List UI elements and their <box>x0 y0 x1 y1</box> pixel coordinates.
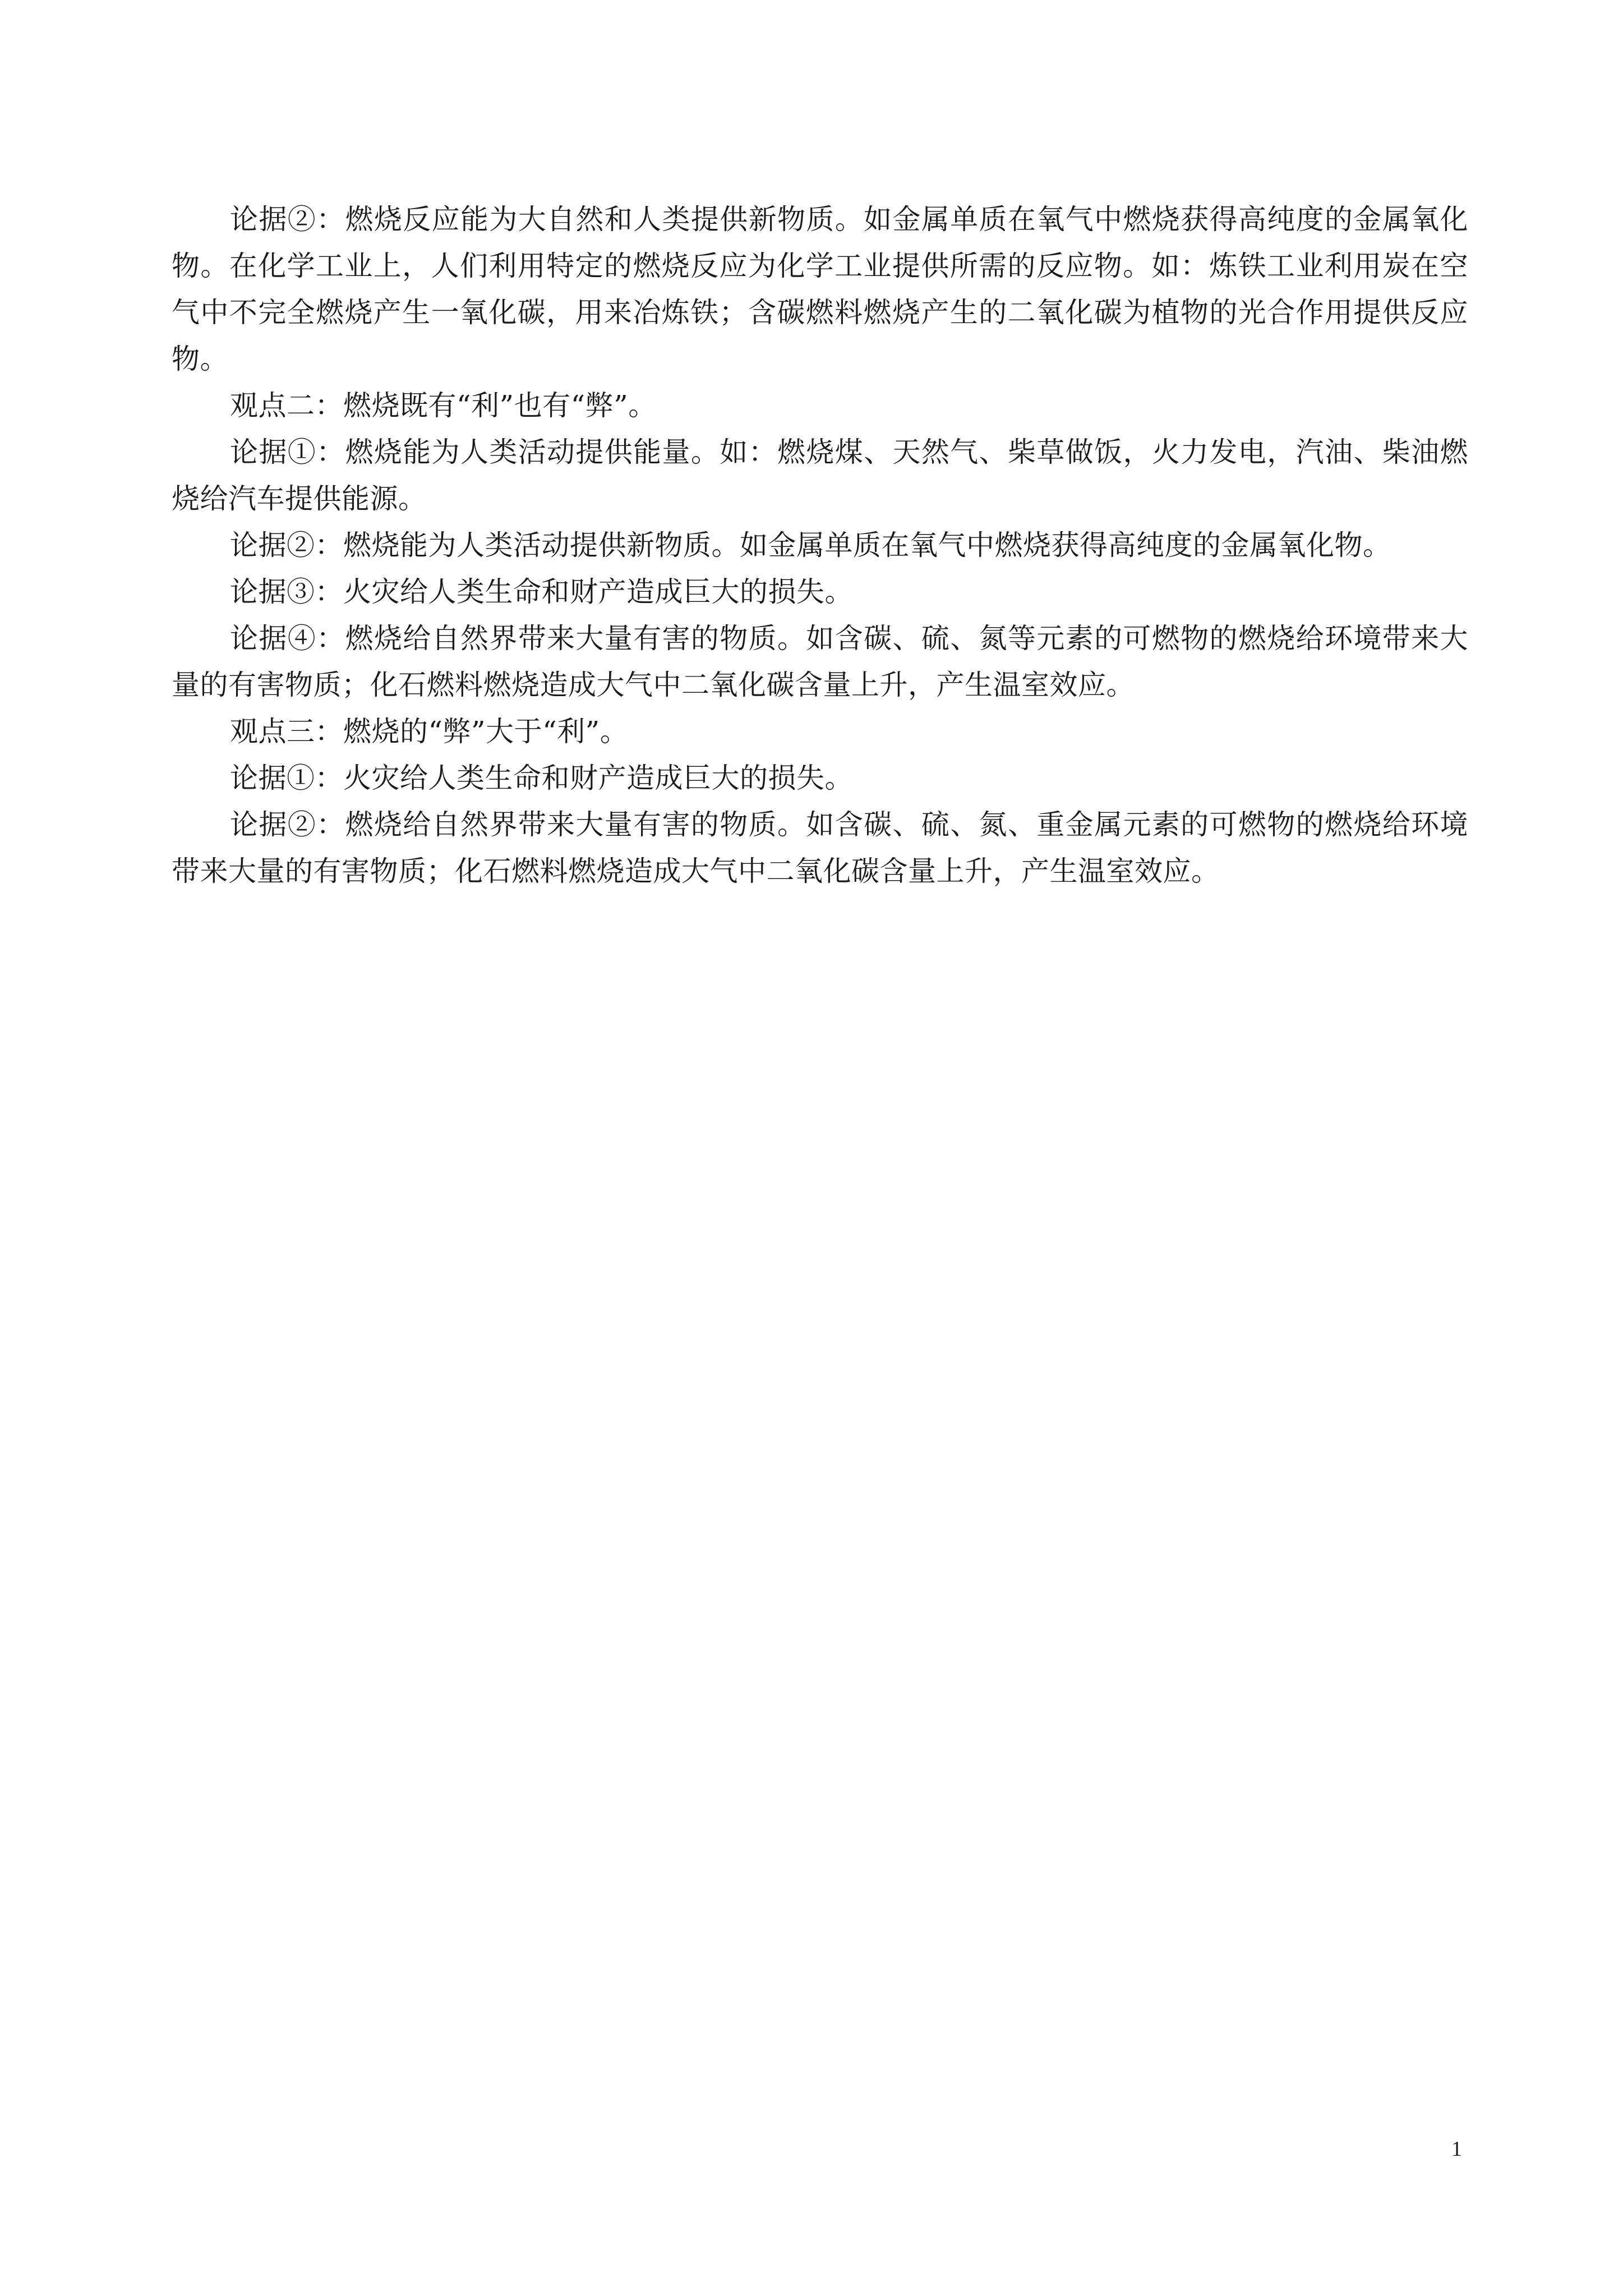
paragraph-viewpoint-3: 观点三：燃烧的“弊”大于“利”。 <box>230 715 629 748</box>
paragraph-viewpoint-2-argument-1: 论据①：燃烧能为人类活动提供能量。如：燃烧煤、天然气、柴草做饭，火力发电，汽油、柴油燃烧给汽车提供能源。 <box>172 436 1468 515</box>
page-number: 1 <box>1451 2137 1462 2161</box>
paragraph-viewpoint-2-argument-3: 论据③：火灾给人类生命和财产造成巨大的损失。 <box>230 576 853 608</box>
paragraph-viewpoint-2: 观点二：燃烧既有“利”也有“弊”。 <box>230 389 657 422</box>
document-body <box>172 196 1468 895</box>
paragraph-viewpoint-2-argument-4: 论据④：燃烧给自然界带来大量有害的物质。如含碳、硫、氮等元素的可燃物的燃烧给环境带来大量的有害物质；化石燃料燃烧造成大气中二氧化碳含量上升，产生温室效应。 <box>172 622 1468 701</box>
paragraph-viewpoint-3-argument-2: 论据②：燃烧给自然界带来大量有害的物质。如含碳、硫、氮、重金属元素的可燃物的燃烧给环境带来大量的有害物质；化石燃料燃烧造成大气中二氧化碳含量上升，产生温室效应。 <box>172 808 1468 887</box>
paragraph-argument-2-new-substances: 论据②：燃烧反应能为大自然和人类提供新物质。如金属单质在氧气中燃烧获得高纯度的金属氧化物。在化学工业上，人们利用特定的燃烧反应为化学工业提供所需的反应物。如：炼铁工业利用炭在空气中不完全燃烧产生一氧化碳，用来冶炼铁；含碳燃料燃烧产生的二氧化碳为植物的光合作用提供反应物。 <box>172 203 1468 375</box>
paragraph-viewpoint-3-argument-1: 论据①：火灾给人类生命和财产造成巨大的损失。 <box>230 762 853 794</box>
paragraph-viewpoint-2-argument-2: 论据②：燃烧能为人类活动提供新物质。如金属单质在氧气中燃烧获得高纯度的金属氧化物。 <box>230 529 1391 562</box>
